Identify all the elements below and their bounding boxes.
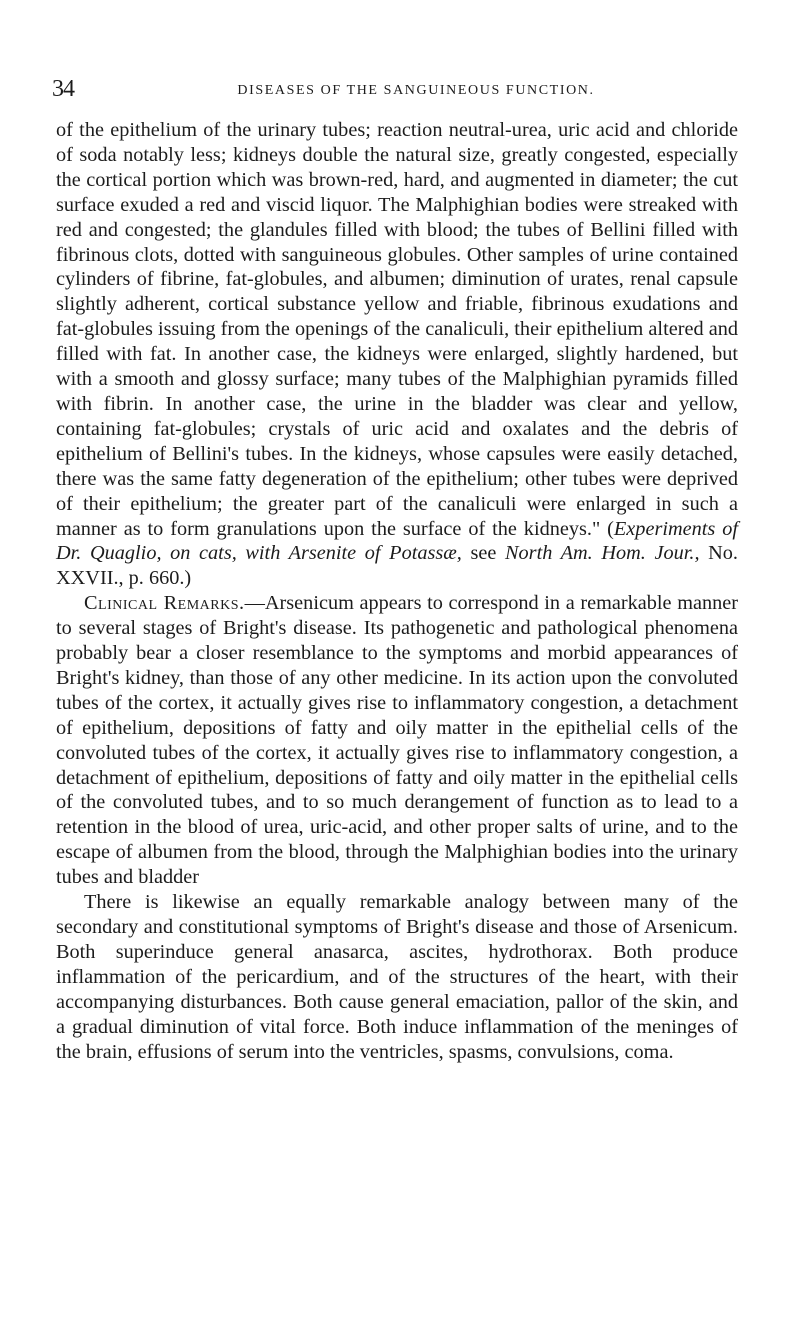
paragraph-text: of the epithelium of the urinary tubes; reaction neutral-urea, uric acid and chloride of soda notably less; kidneys double the natural size, greatly congested, especially the cortical portion which was brown-red, hard, and augmented in diameter; the cut surface exuded a red and viscid liquor. The Malphighian bodies were streaked with red and congested; the glandules filled with blood; the tubes of Bellini filled with fibrinous clots, dotted with sanguineous globules. Other samples of urine contained cylinders of fibrine, fat-globules, and albumen; diminution of urates, renal capsule slightly adherent, cortical substance yellow and friable, fibrinous exudations and fat-globules issuing from the openings of the canaliculi, their epithelium altered and filled with fat. In another case, the kidneys were enlarged, slightly hardened, but with a smooth and glossy surface; many tubes of the Malphighian pyramids filled with fibrin. In another case, the urine in the bladder was clear and yellow, containing fat-globules; crystals of uric acid and oxalates and the debris of epithelium of Bellini's tubes. In the kidneys, whose capsules were easily detached, there was the same fatty degeneration of the epithelium; other tubes were deprived of their epithelium; the greater part of the canaliculi were enlarged in such a manner as to form granulations upon the surface of the kidneys." ( [56,119,738,540]
page-number: 34 [52,76,74,102]
text-body [56,118,738,1064]
paragraph-text: There is likewise an equally remarkable analogy between many of the secondary and constitutional symptoms of Bright's disease and those of Arsenicum. Both superinduce general anasarca, ascites, hydrothorax. Both produce inflammation of the pericardium, and of the structures of the heart, with their accompanying disturbances. Both cause general emaciation, pallor of the skin, and a gradual diminution of vital force. Both induce inflammation of the meninges of the brain, effusions of serum into the ventricles, spasms, convulsions, coma. [56,891,738,1063]
paragraph-clinical-remarks [56,591,738,890]
section-heading: Clinical Remarks. [84,592,245,615]
citation-connector: see [461,542,506,565]
paragraph-analogy [56,890,738,1064]
paragraph-text: —Arsenicum appears to correspond in a remarkable manner to several stages of Bright's disease. Its pathogenetic and pathological phenomena probably bear a closer resemblance to the symptoms and morbid appearances of Bright's kidney, than those of any other medicine. In its action upon the convoluted tubes of the cortex, it actually gives rise to inflammatory congestion, a detachment of epithelium, depositions of fatty and oily matter in the epithelial cells of the convoluted tubes of the cortex, it actually gives rise to inflammatory congestion, a detachment of epithelium, depositions of fatty and oily matter in the epithelial cells of the convoluted tubes, and to so much derangement of function as to lead to a retention in the blood of urea, uric-acid, and other proper salts of urine, and to the escape of albumen from the blood, through the Malphighian bodies into the urinary tubes and bladder [56,592,739,889]
citation-journal: North Am. Hom. Jour., [505,542,700,565]
running-head-title: DISEASES OF THE SANGUINEOUS FUNCTION. [237,83,595,98]
citation-title: Experiments of Dr. Quaglio, on cats, with Arsenite of Potassæ, [56,517,738,565]
citation-reference: No. XXVII., p. 660.) [56,542,738,590]
running-head [52,76,752,106]
paragraph-experiment-report [56,118,738,591]
